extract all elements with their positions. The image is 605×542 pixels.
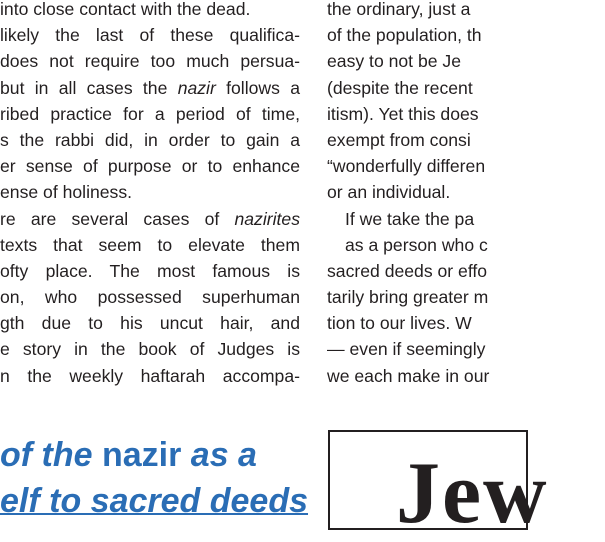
left-column-line — [0, 206, 300, 232]
right-column-line: we each make in our — [327, 365, 490, 386]
right-column-line: sacred deeds or effo — [327, 260, 488, 281]
right-column-line: (despite the recent — [327, 77, 473, 98]
left-column-line: ense of holiness. — [0, 182, 133, 203]
right-column-line: If we take the pa — [345, 208, 475, 229]
right-column-line: tarily bring greater m — [327, 287, 489, 308]
advertisement-box[interactable] — [328, 430, 549, 542]
left-column-line: ribed practice for a period of time, — [0, 103, 300, 124]
left-column-line: ofty place. The most famous is — [0, 260, 300, 281]
pull-quote-line-2 — [0, 478, 330, 524]
pull-quote-italic-start: of the — [0, 436, 102, 474]
left-column-line: er sense of purpose or to enhance — [0, 156, 300, 177]
pull-quote — [0, 432, 330, 524]
right-column-line: exempt from consi — [327, 129, 471, 150]
right-column-line: “wonderfully differen — [327, 156, 486, 177]
pull-quote-term: nazir — [101, 436, 182, 474]
left-column-line: s the rabbi did, in order to gain a — [0, 129, 300, 150]
left-column-line: gth due to his uncut hair, and — [0, 313, 300, 334]
right-column-line: the ordinary, just a — [327, 0, 471, 19]
right-text-column — [327, 0, 527, 389]
left-column-line-italic-term: nazirites — [234, 208, 300, 229]
right-column-line: as a person who c — [345, 234, 488, 255]
pull-quote-line-1 — [0, 432, 330, 478]
pull-quote-italic-end: as a — [181, 436, 257, 474]
left-column-line: e story in the book of Judges is — [0, 339, 300, 360]
left-column-line: texts that seem to elevate them — [0, 234, 300, 255]
right-column-line: itism). Yet this does — [327, 103, 479, 124]
left-column-line-text: follows a — [215, 77, 300, 98]
left-column-line: n the weekly haftarah accompa- — [0, 365, 300, 386]
left-column-line: does not require too much persua- — [0, 51, 300, 72]
left-column-line-text: but in all cases the — [0, 77, 178, 98]
left-column-line: into close contact with the dead. — [0, 0, 251, 19]
left-column-line: likely the last of these qualifica- — [0, 25, 300, 46]
left-column-line-italic-term: nazir — [177, 77, 216, 98]
right-column-line: or an individual. — [327, 182, 451, 203]
advertisement-logo-text: Jew — [396, 445, 549, 542]
right-column-line: of the population, th — [327, 25, 482, 46]
left-column-line: on, who possessed superhuman — [0, 287, 300, 308]
right-column-line: — even if seemingly — [327, 339, 486, 360]
right-column-line: tion to our lives. W — [327, 313, 472, 334]
left-text-column — [0, 0, 300, 389]
right-column-line: easy to not be Je — [327, 51, 461, 72]
left-column-line-text: re are several cases of — [0, 208, 235, 229]
left-column-line — [0, 75, 300, 101]
pull-quote-line-2-text: elf to sacred deeds — [0, 482, 309, 520]
